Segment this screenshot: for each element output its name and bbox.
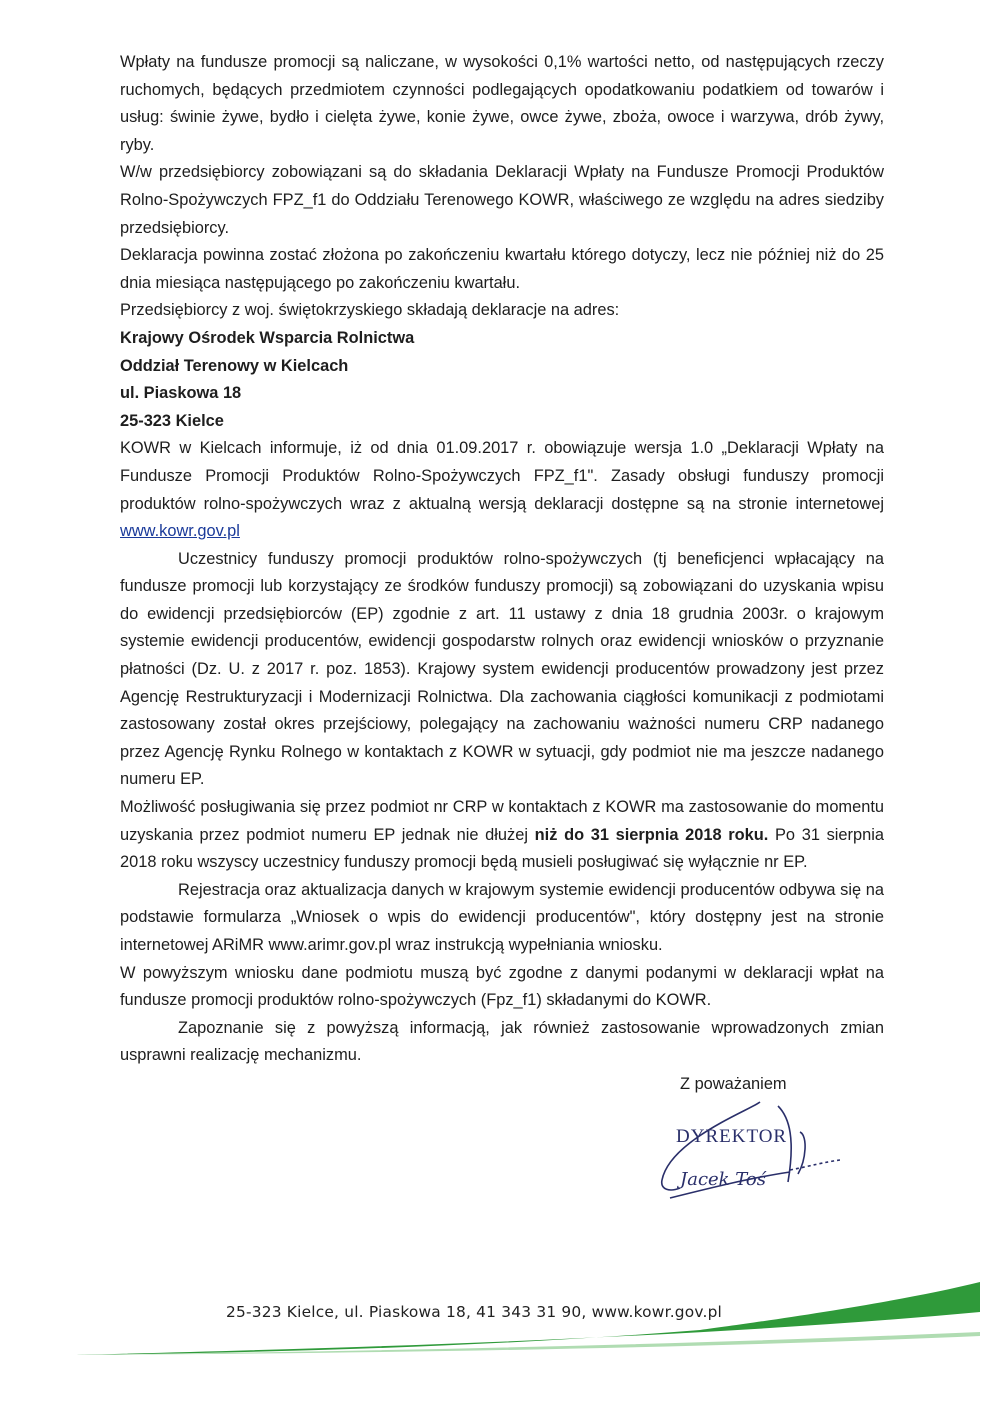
footer-green-swoosh — [0, 1270, 1000, 1380]
footer-address: 25-323 Kielce, ul. Piaskowa 18, 41 343 31 90, www.kowr.gov.pl — [226, 1303, 723, 1321]
kowr-website-link[interactable]: www.kowr.gov.pl — [120, 522, 240, 541]
crp-deadline-bold: niż do 31 sierpnia 2018 roku. — [534, 825, 769, 844]
address-line-1: Krajowy Ośrodek Wsparcia Rolnictwa — [120, 328, 415, 347]
paragraph-version-info — [120, 435, 884, 545]
director-stamp — [640, 1070, 840, 1210]
paragraph-closing: Zapoznanie się z powyższą informacją, jak również zastosowanie wprowadzonych zmian usprawni realizację mechanizmu. — [120, 1018, 884, 1065]
letter-body — [120, 49, 884, 1070]
stamp-title: DYREKTOR — [676, 1126, 788, 1147]
paragraph-participants: Uczestnicy funduszy promocji produktów rolno-spożywczych (tj beneficjenci wpłacający na fundusze promocji lub korzystający ze środków funduszy promocji) są zobowiązani do uzyskania wpisu do ewidencji przedsiębiorców (EP) zgodnie z art. 11 ustawy z dnia 18 grudnia 2003r. o krajowym systemie ewidencji producentów, ewidencji gospodarstw rolnych oraz ewidencji wniosków o przyznanie płatności (Dz. U. z 2017 r. poz. 1853). Krajowy system ewidencji producentów prowadzony jest przez Agencję Restrukturyzacji i Modernizacji Rolnictwa. Dla zachowania ciągłości komunikacji z podmiotami zastosowany został okres przejściowy, polegający na zachowaniu ważności numeru CRP nadanego przez Agencję Rynku Rolnego w kontaktach z KOWR w sytuacji, gdy podmiot nie ma jeszcze nadanego numeru EP. — [120, 549, 884, 789]
address-line-4: 25-323 Kielce — [120, 411, 224, 430]
paragraph-address-intro: Przedsiębiorcy z woj. świętokrzyskiego składają deklaracje na adres: — [120, 301, 620, 320]
paragraph-fund-rates: Wpłaty na fundusze promocji są naliczane, w wysokości 0,1% wartości netto, od następujących rzeczy ruchomych, będących przedmiotem czynności podlegających opodatkowaniu podatkiem od towarów i usług: świnie żywe, bydło i cielęta żywe, konie żywe, owce żywe, zboża, owoce i warzywa, drób żywy, ryby. — [120, 53, 884, 154]
closing-greeting: Z poważaniem — [680, 1075, 787, 1093]
paragraph-declaration-duty: W/w przedsiębiorcy zobowiązani są do składania Deklaracji Wpłaty na Fundusze Promocji Produktów Rolno-Spożywczych FPZ_f1 do Oddziału Terenowego KOWR, właściwego ze względu na adres siedziby przedsiębiorcy. — [120, 163, 884, 237]
paragraph-application-data: W powyższym wniosku dane podmiotu muszą być zgodne z danymi podanymi w deklaracji wpłat na fundusze promocji produktów rolno-spożywczych (Fpz_f1) składanymi do KOWR. — [120, 963, 884, 1010]
address-line-2: Oddział Terenowy w Kielcach — [120, 356, 349, 375]
crp-usage-text-c: Po 31 sierpnia 2018 roku wszyscy uczestnicy funduszy promocji będą musieli posługiwać się wyłącznie nr EP. — [120, 825, 884, 872]
signature-block — [640, 1070, 840, 1210]
paragraph-deadline: Deklaracja powinna zostać złożona po zakończeniu kwartału którego dotyczy, lecz nie później niż do 25 dnia miesiąca następującego po zakończeniu kwartału. — [120, 246, 884, 292]
address-line-3: ul. Piaskowa 18 — [120, 384, 242, 403]
paragraph-crp-usage — [120, 794, 884, 877]
crp-usage-text-a: Możliwość posługiwania się przez podmiot nr CRP w kontaktach z KOWR ma zastosowanie do momentu uzyskania przez podmiot numeru EP jednak nie dłużej — [120, 798, 884, 844]
paragraph-registration: Rejestracja oraz aktualizacja danych w krajowym systemie ewidencji producentów odbywa się na podstawie formularza „Wniosek o wpis do ewidencji producentów", który dostępny jest na stronie internetowej ARiMR www.arimr.gov.pl wraz instrukcją wypełniania wniosku. — [120, 880, 884, 954]
stamp-name: Jacek Toś — [680, 1169, 766, 1190]
version-info-text: KOWR w Kielcach informuje, iż od dnia 01.09.2017 r. obowiązuje wersja 1.0 „Deklaracji Wpłaty na Fundusze Promocji Produktów Rolno-Spożywczych FPZ_f1". Zasady obsługi funduszy promocji produktów rolno-spożywczych wraz z aktualną wersją deklaracji dostępne są na stronie internetowej — [120, 439, 884, 513]
